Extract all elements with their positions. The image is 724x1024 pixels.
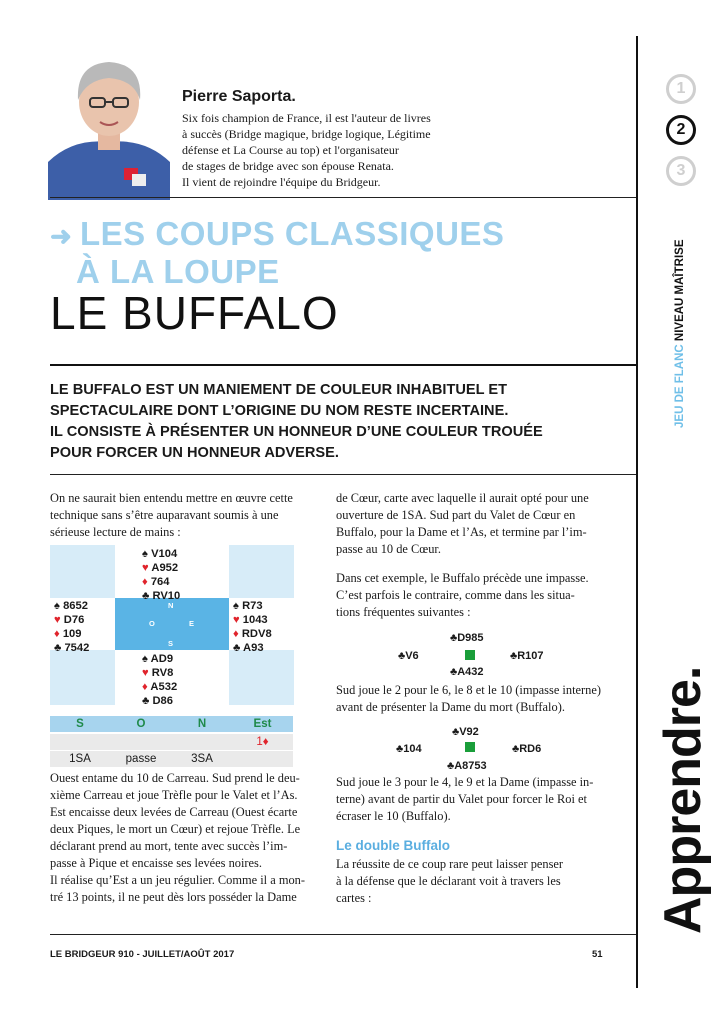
- author-bio: Six fois champion de France, il est l'auteur de livres à succès (Bridge magique, bridge logique, Légitime défense et La Course au top) et l'organisateur de stages de bridge avec son épouse Renata. Il vient de rejoindre l'équipe du Bridgeur.: [182, 111, 431, 189]
- mini2-south: ♣A8753: [447, 760, 487, 772]
- bid-call: 1♦: [256, 736, 269, 748]
- level-1-circle: 1: [666, 74, 696, 104]
- table-square: [465, 650, 475, 660]
- sidebar-category-label: JEU DE FLANC NIVEAU MAÎTRISE: [674, 239, 686, 428]
- col2-paragraph-5: La réussite de ce coup rare peut laisser penser à la défense que le déclarant voit à travers les cartes :: [336, 857, 564, 905]
- mini1-west: ♣V6: [398, 650, 419, 662]
- compass-east: E: [189, 619, 195, 628]
- col1-paragraph: Ouest entame du 10 de Carreau. Sud prend le deu- xième Carreau et joue Trèfle pour le Valet et l’As. Est encaisse deux levées de Carreau (Ouest écarte deux Piques, le mort un Cœur) et rejoue Trèfle. Le déclarant prend au mort, tente avec succès l’im- passe à Pique et encaisse ses levées noires. Il réalise qu’Est a un jeu régulier. Comme il a mon- tré 13 points, il ne peut dès lors posséder la Dame: [50, 771, 305, 904]
- mini2-north: ♣V92: [452, 726, 479, 738]
- compass-south: S: [168, 639, 174, 648]
- mini1-north: ♣D985: [450, 632, 484, 644]
- col2-paragraph-4: Sud joue le 3 pour le 4, le 9 et la Dame (impasse in- terne) avant de partir du Valet pour forcer le Roi et écraser le 10 (Buffalo).: [336, 775, 594, 823]
- bid-call: 3SA: [191, 753, 213, 765]
- footer-rule: [50, 934, 636, 935]
- vertical-rule: [636, 36, 638, 988]
- diagram-corner: [50, 545, 115, 598]
- bid-call: 1SA: [69, 753, 91, 765]
- author-name: Pierre Saporta.: [182, 88, 296, 105]
- lead-rule: [50, 474, 636, 475]
- arrow-icon: ➜: [50, 221, 81, 251]
- col2-paragraph-1: de Cœur, carte avec laquelle il aurait opté pour une ouverture de 1SA. Sud part du Valet de Cœur en Buffalo, pour la Dame et l’As, et termine par l’im- passe au 10 de Cœur.: [336, 491, 589, 556]
- section-title-apprendre: Apprendre.: [654, 666, 712, 934]
- col2-paragraph-2: Dans cet exemple, le Buffalo précède une impasse. C’est parfois le contraire, comme dans les situa- tions fréquentes suivantes :: [336, 571, 589, 619]
- mini1-south: ♣A432: [450, 666, 484, 678]
- col2-paragraph-3: Sud joue le 2 pour le 6, le 8 et le 10 (impasse interne) avant de présenter la Dame du mort (Buffalo).: [336, 683, 601, 714]
- hand-north: ♠ V104 ♥ A952 ♦ 764 ♣ RV10: [142, 548, 181, 602]
- bidding-header: Est: [253, 718, 272, 730]
- page-number: 51: [592, 949, 603, 960]
- kicker-title: ➜ LES COUPS CLASSIQUES À LA LOUPE: [50, 215, 505, 290]
- author-photo: [48, 50, 170, 200]
- mini2-west: ♣104: [396, 743, 422, 755]
- compass-table: [115, 598, 229, 650]
- subheading-double-buffalo: Le double Buffalo: [336, 838, 450, 853]
- bidding-header: N: [197, 718, 207, 730]
- level-3-circle: 3: [666, 156, 696, 186]
- level-2-circle: 2: [666, 115, 696, 145]
- title-rule: [50, 364, 636, 366]
- header-rule: [50, 197, 636, 198]
- bidding-header: S: [76, 718, 84, 730]
- mini2-east: ♣RD6: [512, 743, 542, 755]
- page-title: LE BUFFALO: [50, 287, 339, 339]
- diagram-corner: [50, 650, 115, 705]
- bidding-header: O: [136, 718, 146, 730]
- compass-north: N: [168, 601, 174, 610]
- hand-east: ♠ R73 ♥ 1043 ♦ RDV8 ♣ A93: [233, 600, 272, 654]
- mini1-east: ♣R107: [510, 650, 544, 662]
- lead-paragraph: LE BUFFALO EST UN MANIEMENT DE COULEUR INHABITUEL ET SPECTACULAIRE DONT L’ORIGINE DU NOM RESTE INCERTAINE. IL CONSISTE À PRÉSENTER UN HONNEUR D’UNE COULEUR TROUÉE POUR FORCER UN HONNEUR ADVERSE.: [50, 382, 543, 461]
- bid-call: passe: [125, 753, 157, 765]
- footer-issue: LE BRIDGEUR 910 - JUILLET/AOÛT 2017: [50, 949, 235, 960]
- hand-west: ♠ 8652 ♥ D76 ♦ 109 ♣ 7542: [54, 600, 90, 654]
- bidding-divider: [50, 750, 293, 751]
- table-square: [465, 742, 475, 752]
- diagram-corner: [229, 650, 294, 705]
- diagram-corner: [229, 545, 294, 598]
- compass-west: O: [149, 619, 155, 628]
- intro-paragraph: On ne saurait bien entendu mettre en œuvre cette technique sans s’être auparavant soumis à une sérieuse lecture de mains :: [50, 491, 293, 539]
- hand-south: ♠ AD9 ♥ RV8 ♦ A532 ♣ D86: [142, 653, 178, 707]
